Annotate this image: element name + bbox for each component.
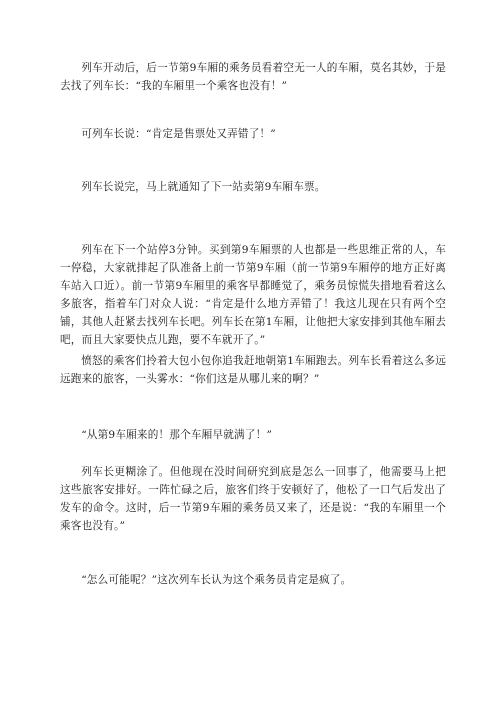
paragraph-8: “怎么可能呢？”这次列车长认为这个乘务员肯定是疯了。 [81,574,352,586]
paragraph-7: 列车长更糊涂了。但他现在没时间研究到底是怎么一回事了，他需要马上把这些旅客安排好。一阵忙碌之后，旅客们终于安顿好了，他松了一口气后发出了发车的命令。这时，后一节第9车厢的乘务员又来了，还是说：“我的车厢里一个乘客也没有。” [60,466,446,532]
paragraph-2: 可列车长说：“肯定是售票处又弄错了！” [81,128,276,140]
paragraph-6: “从第9车厢来的！那个车厢早就满了！” [81,429,273,441]
paragraph-1: 列车开动后，后一节第9车厢的乘务员看着空无一人的车厢，莫名其妙，于是去找了列车长：“我的车厢里一个乘客也没有！” [60,62,446,92]
paragraph-5: 愤怒的乘客们拎着大包小包你追我赶地朝第1车厢跑去。列车长看着这么多远远跑来的旅客，一头雾水：“你们这是从哪儿来的啊？” [60,355,446,385]
paragraph-3: 列车长说完，马上就通知了下一站卖第9车厢车票。 [81,181,326,193]
paragraph-4: 列车在下一个站停3分钟。买到第9车厢票的人也都是一些思维正常的人，车一停稳，大家就排起了队准备上前一节第9车厢（前一节第9车厢停的地方正好离车站入口近）。前一节第9车厢里的乘客早都睡觉了，乘务员惊慌失措地看着这么多旅客，指着车门对众人说：“肯定是什么地方弄错了！我这儿现在只有两个空铺，其他人赶紧去找列车长吧。列车长在第1车厢，让他把大家安排到其他车厢去吧，而且大家要快点儿跑，要不车就开了。” [60,244,446,346]
